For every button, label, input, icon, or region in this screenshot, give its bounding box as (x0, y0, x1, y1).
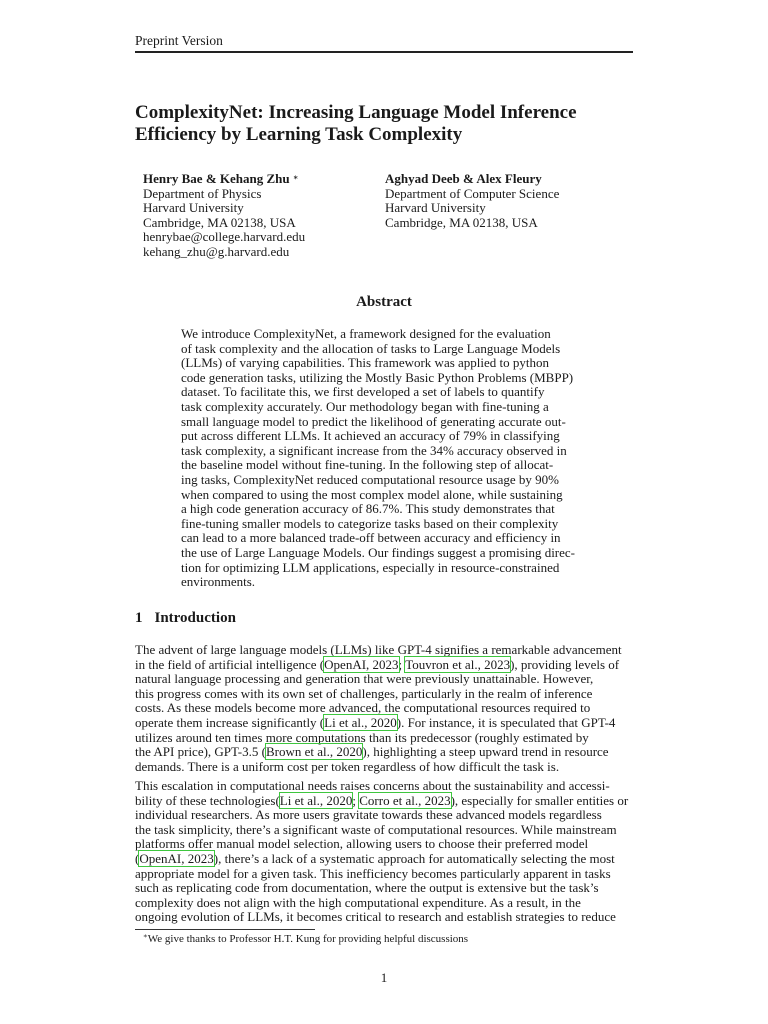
abstract-heading: Abstract (356, 294, 412, 310)
para-line: platforms offer manual model selection, allowing users to choose their preferred model (135, 836, 589, 852)
abstract-line: can lead to a more balanced trade-off between accuracy and efficiency in (181, 530, 561, 546)
abstract-line: when compared to using the most complex model alone, while sustaining (181, 486, 563, 502)
para-line (135, 852, 635, 867)
author-names-left-text: Henry Bae & Kehang Zhu (143, 171, 290, 186)
author-names-right: Aghyad Deeb & Alex Fleury (385, 171, 542, 186)
abstract-line: the baseline model without fine-tuning. In the following step of allocat- (181, 457, 554, 473)
para-line: demands. There is a uniform cost per token regardless of how difficult the task is. (135, 758, 560, 774)
para-text: ; (398, 656, 406, 672)
citation-link[interactable]: Corro et al., 2023 (359, 792, 451, 808)
para-text: ( (135, 850, 140, 866)
citation-link[interactable]: Touvron et al., 2023 (405, 656, 511, 672)
author-city-right: Cambridge, MA 02138, USA (385, 214, 538, 230)
header-rule (135, 51, 633, 53)
author-univ-right: Harvard University (385, 200, 486, 215)
author-dept-right: Department of Computer Science (385, 185, 560, 201)
intro-paragraph-2 (135, 779, 635, 925)
para-line (135, 794, 635, 809)
abstract-line: put across different LLMs. It achieved an accuracy of 79% in classifying (181, 428, 560, 444)
footnote-rule (135, 929, 315, 930)
page-number: 1 (380, 970, 388, 985)
abstract-line: the use of Large Language Models. Our findings suggest a promising direc- (181, 544, 575, 560)
para-line (135, 658, 635, 673)
running-head: Preprint Version (135, 33, 223, 48)
para-text: ), providing levels of (510, 656, 620, 672)
author-city-left: Cambridge, MA 02138, USA (143, 214, 296, 230)
section-number: 1 (135, 610, 143, 626)
para-line: appropriate model for a given task. This inefficiency becomes particularly apparent in tasks (135, 865, 611, 881)
para-line (135, 716, 635, 731)
abstract-line: small language model to predict the likelihood of generating accurate out- (181, 413, 566, 429)
abstract-line: (LLMs) of varying capabilities. This framework was applied to python (181, 355, 550, 371)
abstract-line: dataset. To facilitate this, we first developed a set of labels to quantify (181, 384, 545, 400)
para-line: The advent of large language models (LLMs) like GPT-4 signifies a remarkable advancement (135, 642, 622, 657)
paper-title (135, 102, 635, 146)
citation-link[interactable]: OpenAI, 2023 (324, 656, 399, 672)
para-text: the API price), GPT-3.5 ( (135, 744, 266, 760)
citation-link[interactable]: Brown et al., 2020 (265, 744, 363, 760)
abstract-line: code generation tasks, utilizing the Mostly Basic Python Problems (MBPP) (181, 369, 574, 385)
abstract-line: tion for optimizing LLM applications, especially in resource-constrained (181, 559, 560, 575)
para-line: This escalation in computational needs raises concerns about the sustainability and accessi- (135, 778, 610, 793)
para-line: natural language processing and generation that were previously unattainable. However, (135, 671, 594, 687)
citation-link[interactable]: Li et al., 2020 (324, 714, 397, 730)
author-block-right (385, 172, 559, 230)
para-text: operate them increase significantly ( (135, 714, 325, 730)
author-email-1[interactable]: henrybae@college.harvard.edu (143, 229, 306, 244)
abstract-line: a high code generation accuracy of 86.7%. This study demonstrates that (181, 501, 555, 517)
abstract-line: environments. (181, 574, 256, 590)
abstract-line: task complexity, a significant increase from the 34% accuracy observed in (181, 442, 567, 458)
section-heading-introduction (135, 610, 236, 627)
citation-link[interactable]: OpenAI, 2023 (139, 850, 214, 866)
abstract-line: task complexity accurately. Our methodology began with fine-tuning a (181, 398, 549, 414)
abstract-line: fine-tuning smaller models to categorize tasks based on their complexity (181, 515, 559, 531)
intro-paragraph-1 (135, 643, 635, 774)
author-univ-left: Harvard University (143, 200, 244, 215)
abstract-line: of task complexity and the allocation of tasks to Large Language Models (181, 340, 561, 356)
author-names-left (143, 172, 305, 187)
para-text: ), there’s a lack of a systematic approach for automatically selecting the most (213, 850, 615, 866)
abstract-line: We introduce ComplexityNet, a framework designed for the evaluation (181, 326, 551, 341)
para-line: individual researchers. As more users gravitate towards these advanced models regardless (135, 807, 602, 823)
citation-link[interactable]: Li et al., 2020 (279, 792, 353, 808)
author-dept-left: Department of Physics (143, 185, 262, 201)
para-line: this progress comes with its own set of challenges, particularly in the realm of inference (135, 685, 593, 701)
title-line-2: Efficiency by Learning Task Complexity (135, 124, 463, 145)
author-footnote-mark[interactable]: ∗ (292, 173, 299, 182)
para-line: the task simplicity, there’s a significant waste of computational resources. While mainstream (135, 821, 617, 837)
abstract-line: ing tasks, ComplexityNet reduced computational resource usage by 90% (181, 471, 559, 487)
para-text: ; (352, 792, 360, 808)
footnote-text: We give thanks to Professor H.T. Kung for providing helpful discussions (147, 933, 469, 945)
para-line: ongoing evolution of LLMs, it becomes critical to research and establish strategies to reduce (135, 909, 616, 925)
para-line: such as replicating code from documentation, where the output is extensive but the task’s (135, 880, 599, 896)
author-email-2[interactable]: kehang_zhu@g.harvard.edu (143, 243, 290, 259)
para-line: costs. As these models become more advanced, the computational resources required to (135, 700, 591, 716)
footnote (143, 933, 468, 945)
abstract-body (181, 327, 591, 590)
para-line: utilizes around ten times more computations than its predecessor (roughly estimated by (135, 729, 589, 745)
footnote-mark: ∗ (143, 932, 148, 940)
para-text: ), especially for smaller entities or (450, 792, 629, 808)
author-block-left (143, 172, 305, 259)
para-line: complexity does not align with the high computational expenditure. As a result, in the (135, 894, 581, 910)
para-text: ). For instance, it is speculated that GPT-4 (396, 714, 616, 730)
para-line (135, 745, 635, 760)
section-title: Introduction (154, 610, 236, 626)
para-text: bility of these technologies( (135, 792, 280, 808)
para-text: in the field of artificial intelligence ( (135, 656, 325, 672)
title-line-1: ComplexityNet: Increasing Language Model Inference (135, 102, 577, 123)
para-text: ), highlighting a steep upward trend in resource (362, 744, 609, 760)
